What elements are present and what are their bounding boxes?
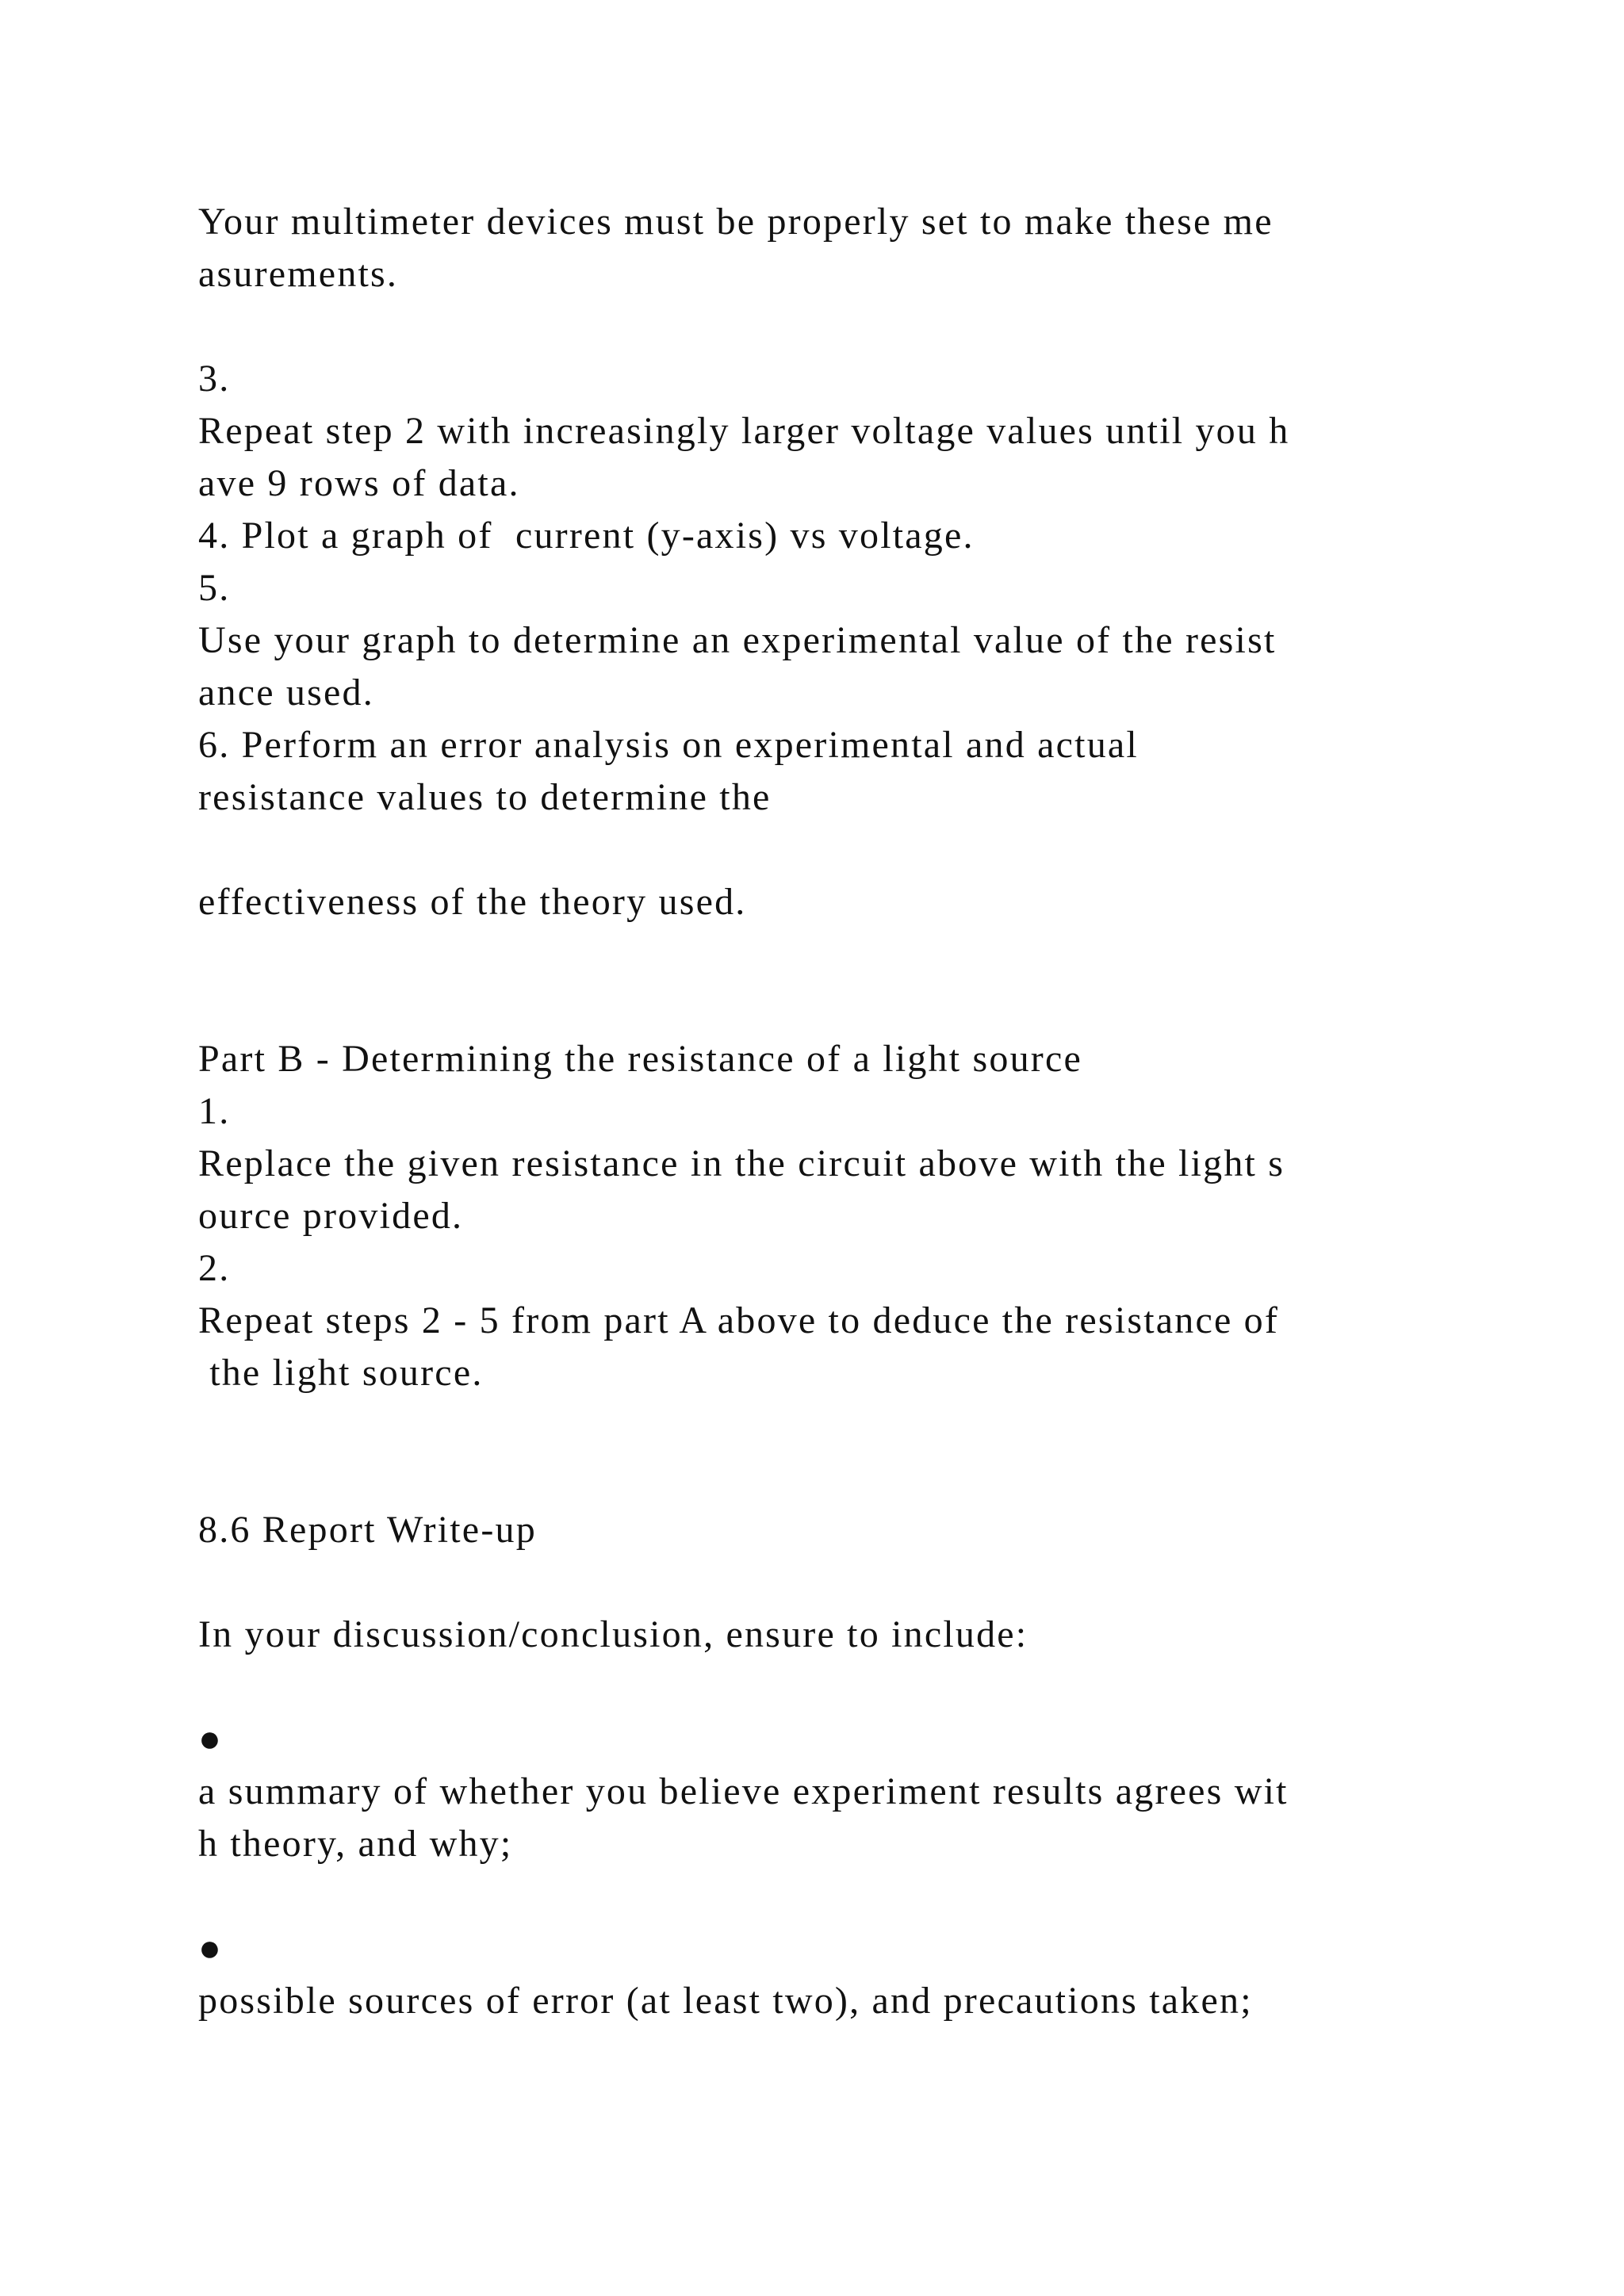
text-line: Repeat steps 2 - 5 from part A above to deduce the resistance of xyxy=(198,1299,1280,1341)
text-line: ave 9 rows of data. xyxy=(198,462,520,504)
text-line: asurements. xyxy=(198,253,399,295)
text-line: Use your graph to determine an experimental value of the resist xyxy=(198,619,1277,661)
step-number: 3. xyxy=(198,358,231,400)
text-line: ource provided. xyxy=(198,1195,464,1237)
step-number: 5. xyxy=(198,567,231,609)
text-line: In your discussion/conclusion, ensure to include: xyxy=(198,1613,1028,1655)
bullet-icon: ● xyxy=(198,1927,224,1969)
step-number: 1. xyxy=(198,1090,231,1132)
text-line: possible sources of error (at least two), and precautions taken; xyxy=(198,1980,1253,2022)
text-line: Replace the given resistance in the circuit above with the light s xyxy=(198,1142,1285,1184)
section-heading-report: 8.6 Report Write-up xyxy=(198,1509,537,1551)
text-line: Repeat step 2 with increasingly larger voltage values until you h xyxy=(198,410,1290,452)
text-line: a summary of whether you believe experiment results agrees wit xyxy=(198,1770,1289,1812)
section-heading-part-b: Part B - Determining the resistance of a light source xyxy=(198,1038,1082,1080)
text-line: 4. Plot a graph of current (y-axis) vs voltage. xyxy=(198,515,975,557)
text-line: 6. Perform an error analysis on experimental and actual xyxy=(198,724,1139,766)
step-number: 2. xyxy=(198,1247,231,1289)
text-line: h theory, and why; xyxy=(198,1823,513,1865)
text-line: Your multimeter devices must be properly set to make these me xyxy=(198,201,1274,243)
bullet-icon: ● xyxy=(198,1718,224,1760)
text-line: resistance values to determine the xyxy=(198,776,772,818)
text-line: effectiveness of the theory used. xyxy=(198,881,747,923)
text-line: ance used. xyxy=(198,672,374,714)
text-line: the light source. xyxy=(198,1352,484,1394)
